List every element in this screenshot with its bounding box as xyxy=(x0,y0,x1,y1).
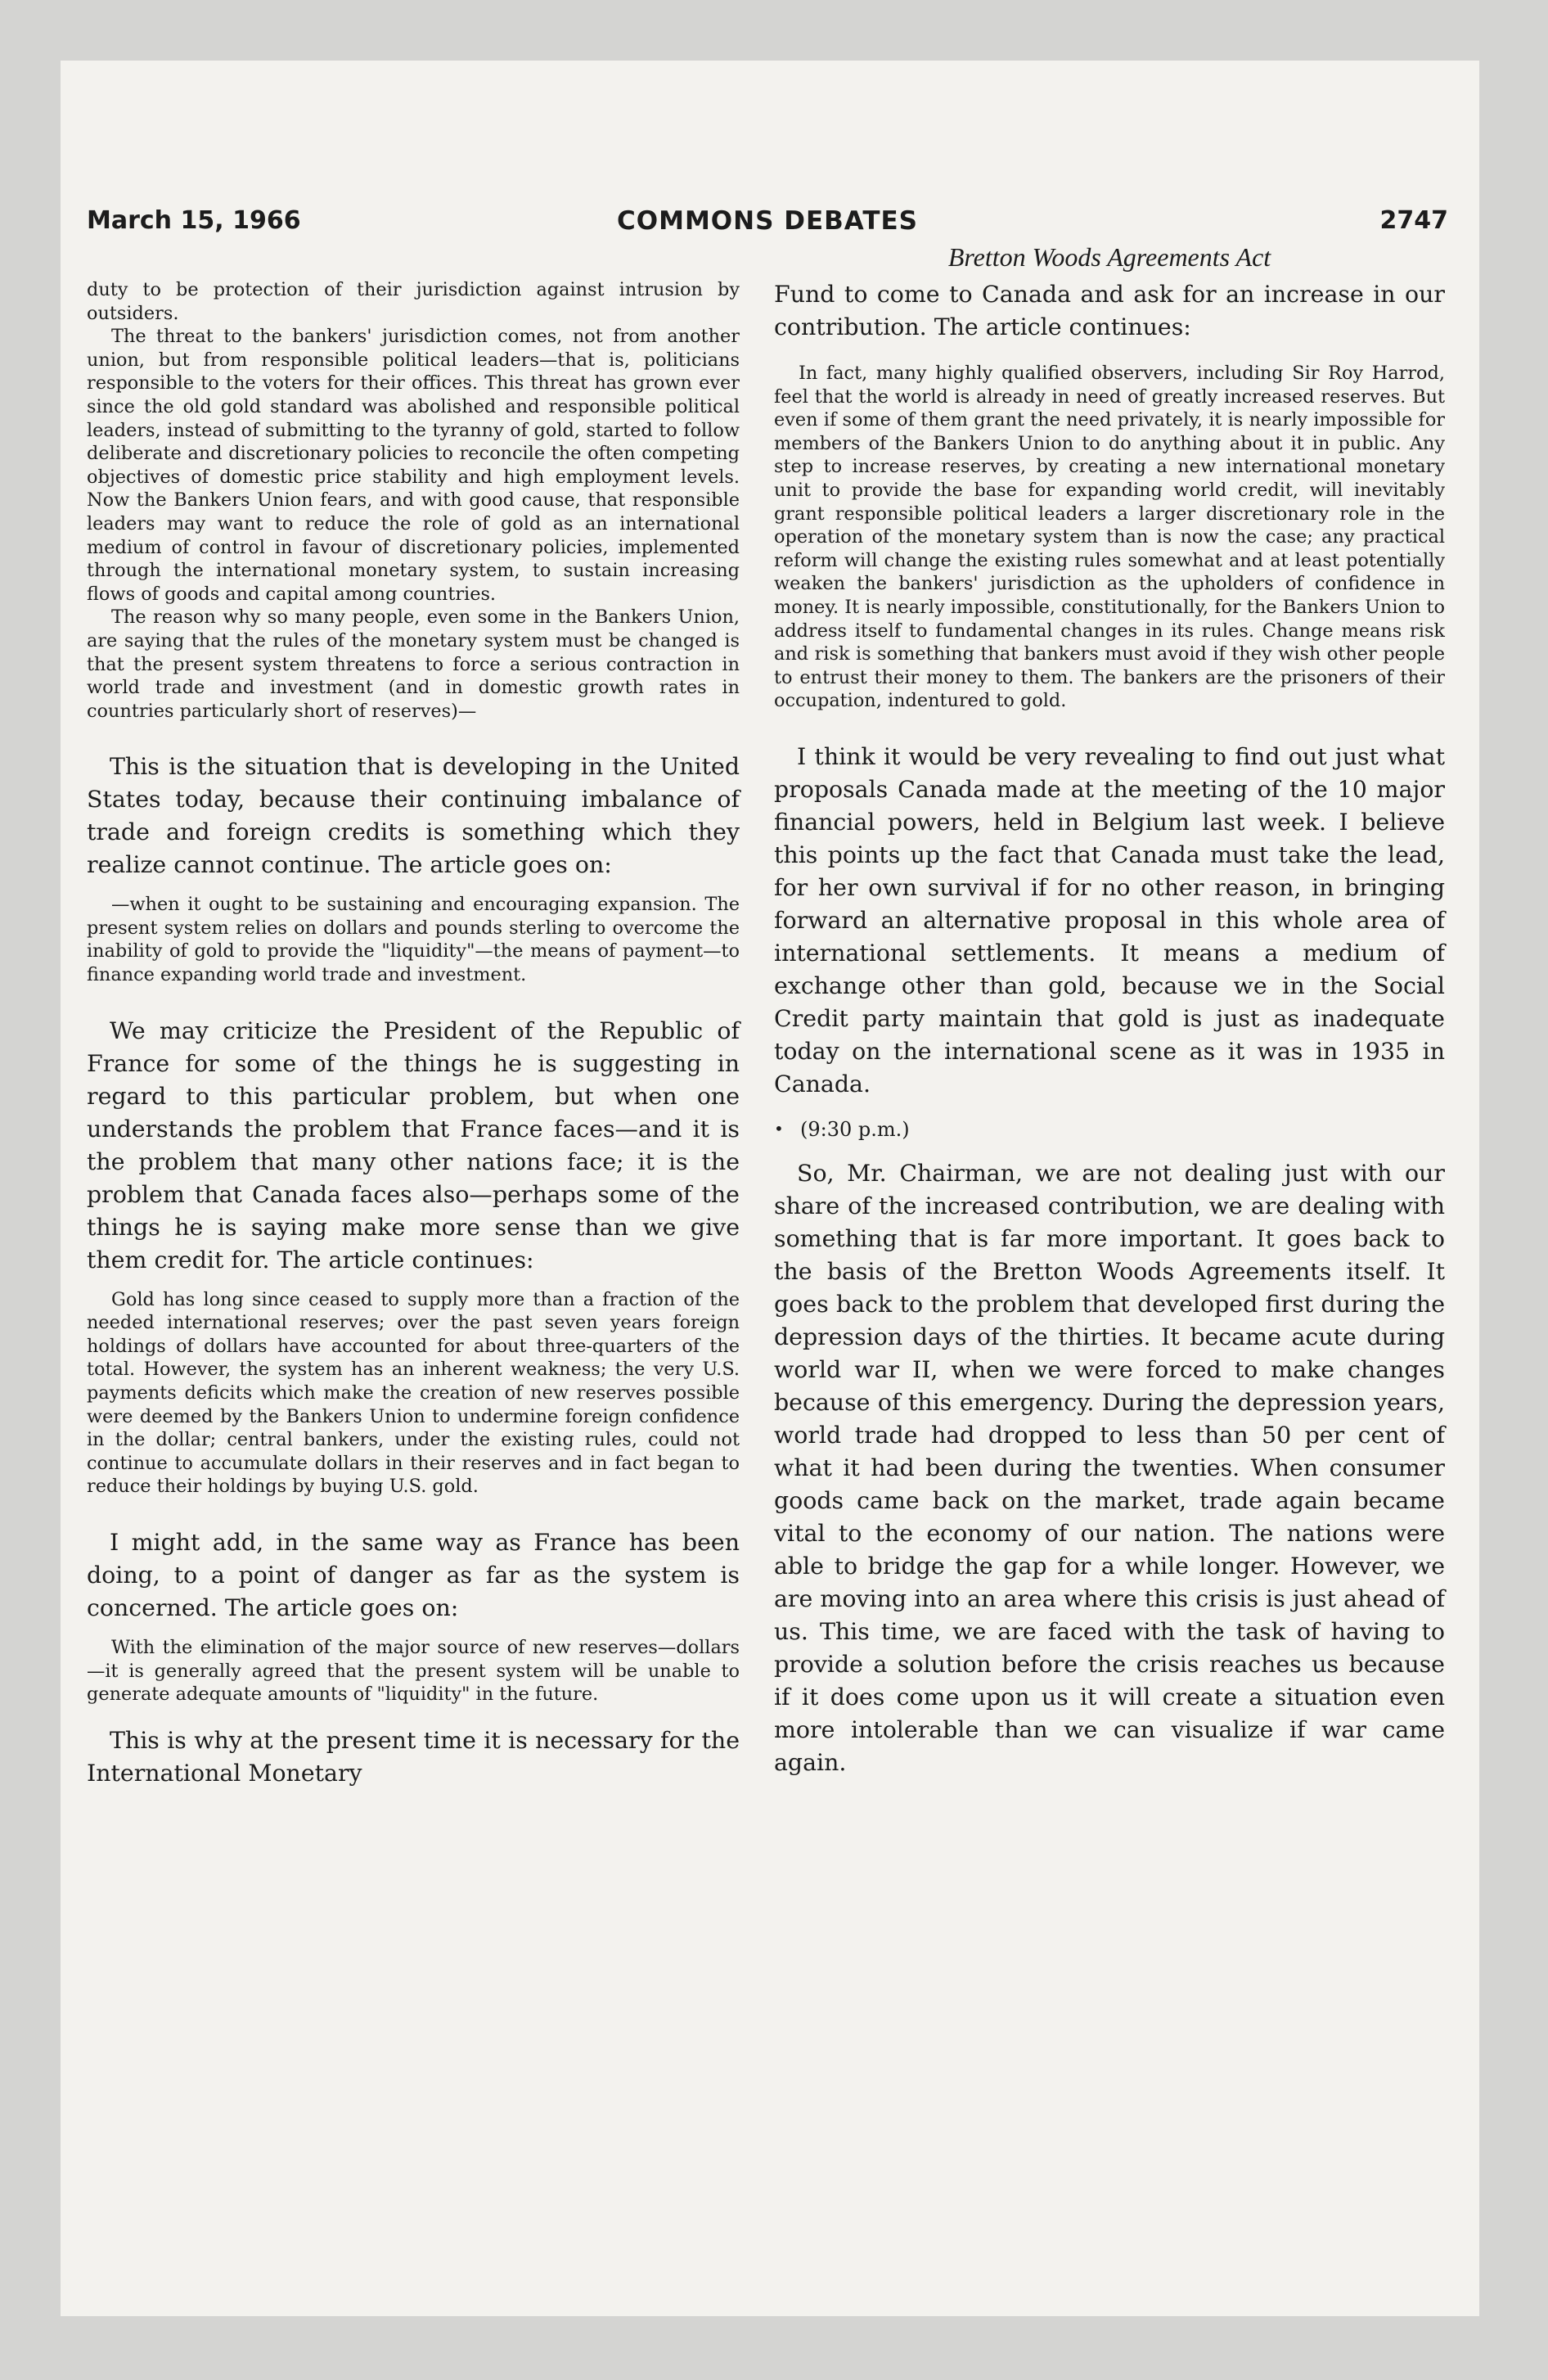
bullet-icon: • xyxy=(774,1118,784,1138)
right-column xyxy=(774,278,1445,1779)
paragraph: The reason why so many people, even some in the Bankers Union, are saying that the rules of the monetary system must be changed is that the present system threatens to force a serious contraction in world trade and investment (and in domestic growth rates in countries particularly short of reserves)— xyxy=(87,606,740,722)
section-subtitle: Bretton Woods Agreements Act xyxy=(947,242,1271,272)
quoted-paragraph: With the elimination of the major source of new reserves—dollars—it is generally agreed that the present system will be unable to generate adequate amounts of "liquidity" in the future. xyxy=(87,1637,740,1706)
quoted-paragraph: Gold has long since ceased to supply more than a fraction of the needed international reserves; over the past seven years foreign holdings of dollars have accounted for about three-quarters of the total. However, the system has an inherent weakness; the very U.S. payments deficits which make the creation of new reserves possible were deemed by the Bankers Union to undermine foreign confidence in the dollar; central bankers, under the existing rules, could not continue to accumulate dollars in their reserves and in fact began to reduce their holdings by buying U.S. gold. xyxy=(87,1288,740,1498)
header-date: March 15, 1966 xyxy=(87,206,301,235)
left-column xyxy=(87,278,740,1790)
time-note xyxy=(774,1112,1445,1146)
paragraph: I might add, in the same way as France has been doing, to a point of danger as far as the system is concerned. The article goes on: xyxy=(87,1529,740,1621)
quoted-paragraph: —when it ought to be sustaining and encouraging expansion. The present system relies on dollars and pounds sterling to overcome the inability of gold to provide the "liquidity"—the means of payment—to finance expanding world trade and investment. xyxy=(87,894,740,986)
paragraph: Fund to come to Canada and ask for an increase in our contribution. The article continues: xyxy=(774,281,1445,340)
header-title: COMMONS DEBATES xyxy=(617,206,918,236)
time-stamp: (9:30 p.m.) xyxy=(800,1117,910,1141)
paragraph: This is the situation that is developing in the United States today, because their continuing imbalance of trade and foreign credits is something which they realize cannot continue. The article goes on: xyxy=(87,753,740,879)
paragraph: This is why at the present time it is necessary for the International Monetary xyxy=(87,1726,740,1787)
page-number: 2747 xyxy=(1379,206,1448,235)
paragraph: The threat to the bankers' jurisdiction comes, not from another union, but from responsible political leaders—that is, politicians responsible to the voters for their offices. This threat has grown ever since the old gold standard was abolished and responsible political leaders, instead of submitting to the tyranny of gold, started to follow deliberate and discretionary policies to reconcile the often competing objectives of domestic price stability and high employment levels. Now the Bankers Union fears, and with good cause, that responsible leaders may want to reduce the role of gold as an international medium of control in favour of discretionary policies, implemented through the international monetary system, to sustain increasing flows of goods and capital among countries. xyxy=(87,326,740,605)
paragraph: We may criticize the President of the Republic of France for some of the things he is suggesting in regard to this particular problem, but when one understands the problem that France faces—and it is the problem that many other nations face; it is the problem that Canada faces also—perhaps some of the things he is saying make more sense than we give them credit for. The article continues: xyxy=(87,1016,740,1273)
paragraph: duty to be protection of their jurisdiction against intrusion by outsiders. xyxy=(87,279,740,324)
document-page xyxy=(61,61,1479,2316)
paragraph: So, Mr. Chairman, we are not dealing just with our share of the increased contribution, we are dealing with something that is far more important. It goes back to the basis of the Bretton Woods Agreements itself. It goes back to the problem that developed first during the depression days of the thirties. It became acute during world war II, when we were forced to make changes because of this emergency. During the depression years, world trade had dropped to less than 50 per cent of what it had been during the twenties. When consumer goods came back on the market, trade again became vital to the economy of our nation. The nations were able to bridge the gap for a while longer. However, we are moving into an area where this crisis is just ahead of us. This time, we are faced with the task of having to provide a solution before the crisis reaches us because if it does come upon us it will create a situation even more intolerable than we can visualize if war came again. xyxy=(774,1159,1445,1776)
paragraph: I think it would be very revealing to find out just what proposals Canada made at the meeting of the 10 major financial powers, held in Belgium last week. I believe this points up the fact that Canada must take the lead, for her own survival if for no other reason, in bringing forward an alternative proposal in this whole area of international settlements. It means a medium of exchange other than gold, because we in the Social Credit party maintain that gold is just as inadequate today on the international scene as it was in 1935 in Canada. xyxy=(774,742,1445,1098)
quoted-paragraph: In fact, many highly qualified observers, including Sir Roy Harrod, feel that the world is already in need of greatly increased reserves. But even if some of them grant the need privately, it is nearly impossible for members of the Bankers Union to do anything about it in public. Any step to increase reserves, by creating a new international monetary unit to provide the base for expanding world credit, will inevitably grant responsible political leaders a larger discretionary role in the operation of the monetary system than is now the case; any practical reform will change the existing rules somewhat and at least potentially weaken the bankers' jurisdiction as the upholders of confidence in money. It is nearly impossible, constitutionally, for the Bankers Union to address itself to fundamental changes in its rules. Change means risk and risk is something that bankers must avoid if they wish other people to entrust their money to them. The bankers are the prisoners of their occupation, indentured to gold. xyxy=(774,363,1445,712)
